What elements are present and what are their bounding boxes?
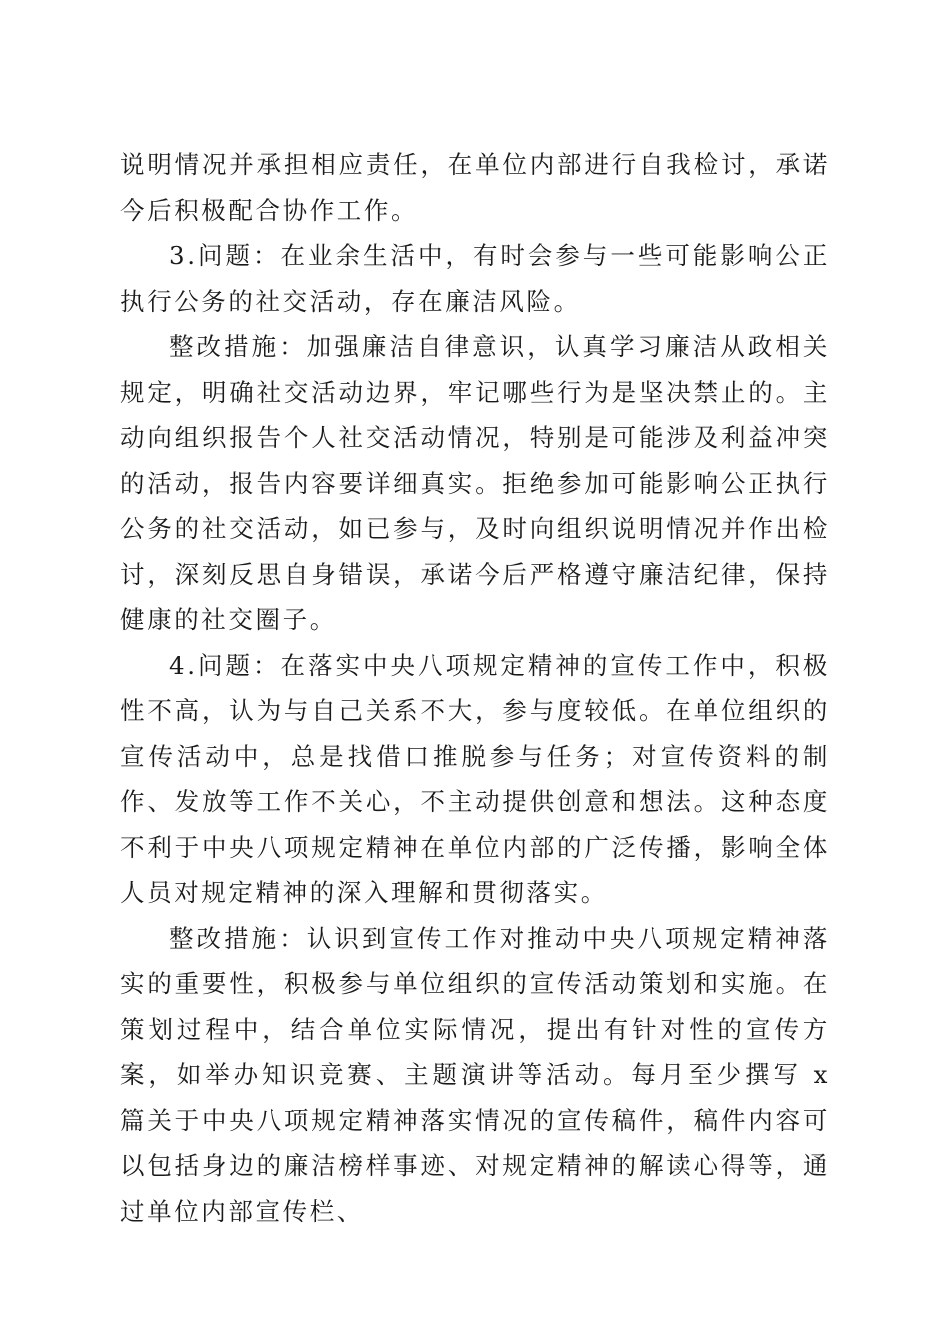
paragraph-continuation: 说明情况并承担相应责任，在单位内部进行自我检讨，承诺今后积极配合协作工作。 — [120, 150, 830, 225]
document-body — [120, 142, 830, 1234]
paragraph-measures-3: 整改措施：加强廉洁自律意识，认真学习廉洁从政相关规定，明确社交活动边界，牢记哪些行为是坚决禁止的。主动向组织报告个人社交活动情况，特别是可能涉及利益冲突的活动，报告内容要详细真实。拒绝参加可能影响公正执行公务的社交活动，如已参与，及时向组织说明情况并作出检讨，深刻反思自身错误，承诺今后严格遵守廉洁纪律，保持健康的社交圈子。 — [120, 332, 830, 634]
paragraph-problem-4: 4.问题：在落实中央八项规定精神的宣传工作中，积极性不高，认为与自己关系不大，参与度较低。在单位组织的宣传活动中，总是找借口推脱参与任务；对宣传资料的制作、发放等工作不关心，不主动提供创意和想法。这种态度不利于中央八项规定精神在单位内部的广泛传播，影响全体人员对规定精神的深入理解和贯彻落实。 — [120, 650, 830, 907]
paragraph-problem-3: 3.问题：在业余生活中，有时会参与一些可能影响公正执行公务的社交活动，存在廉洁风险。 — [120, 241, 830, 316]
paragraph-measures-4: 整改措施：认识到宣传工作对推动中央八项规定精神落实的重要性，积极参与单位组织的宣传活动策划和实施。在策划过程中，结合单位实际情况，提出有针对性的宣传方案，如举办知识竞赛、主题演讲等活动。每月至少撰写 x 篇关于中央八项规定精神落实情况的宣传稿件，稿件内容可以包括身边的廉洁榜样事迹、对规定精神的解读心得等，通过单位内部宣传栏、 — [120, 923, 830, 1226]
